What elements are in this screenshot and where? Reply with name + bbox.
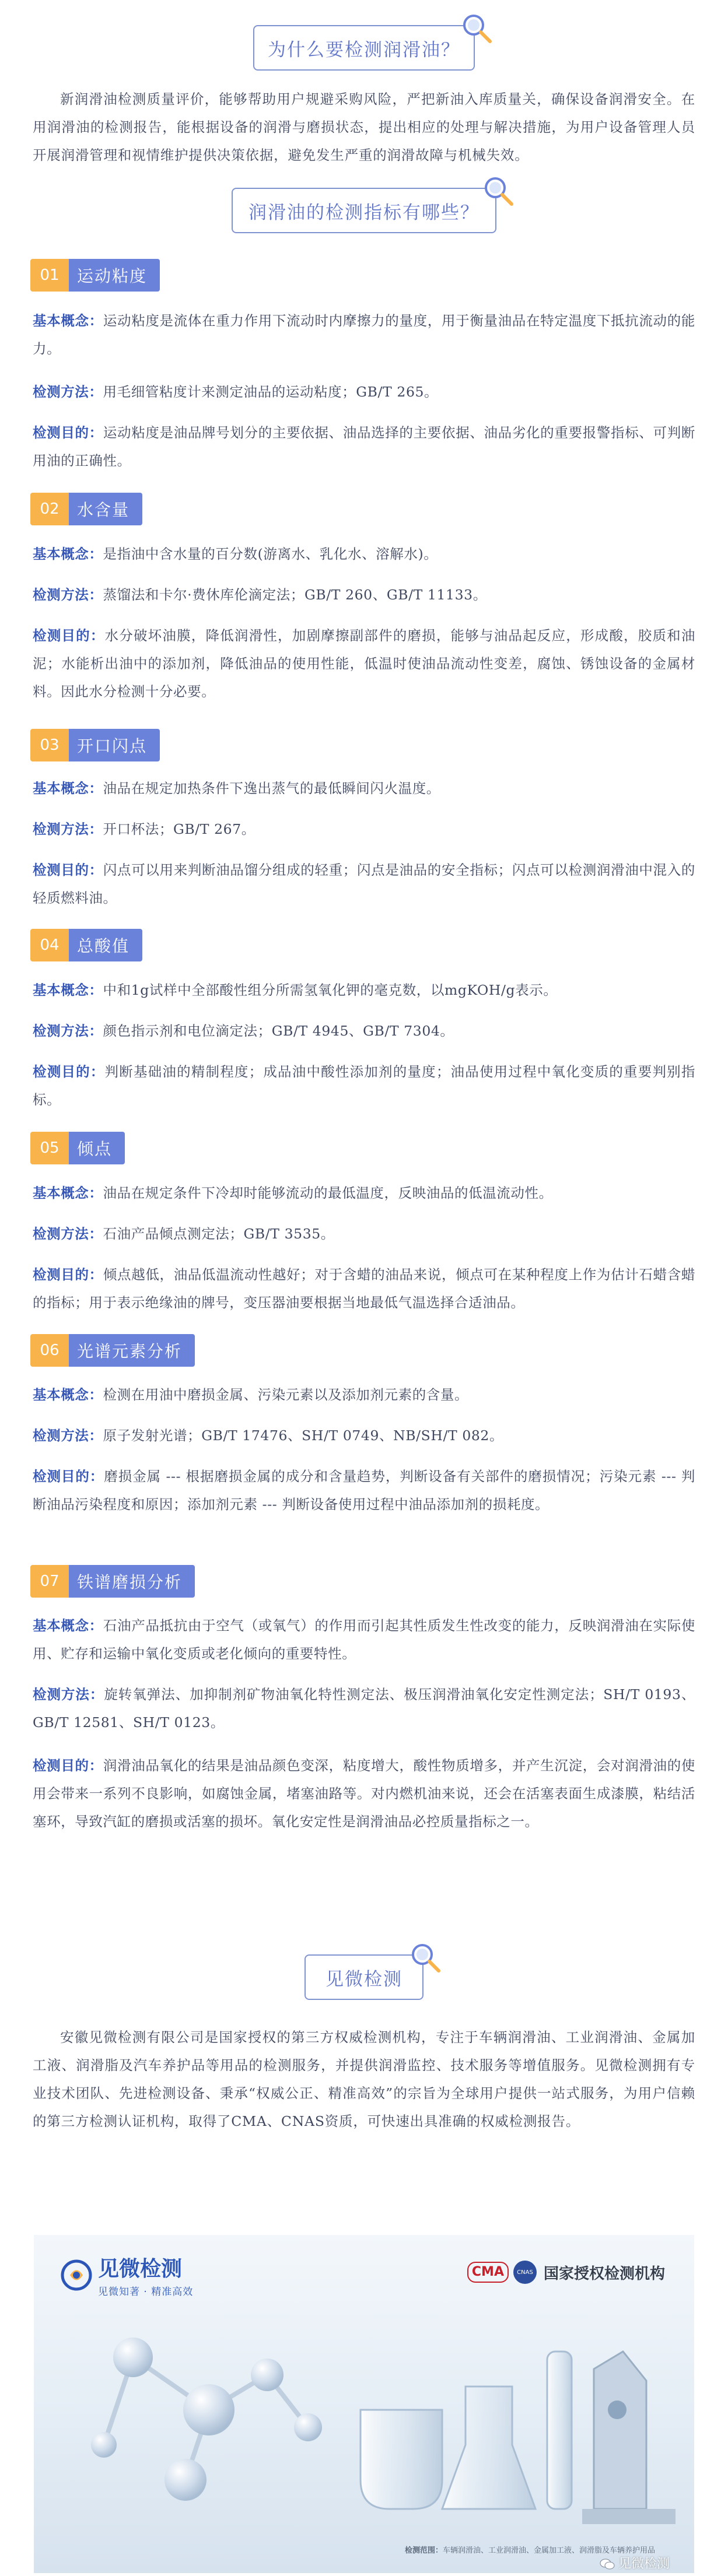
field-label: 基本概念： [33, 546, 103, 562]
section-number: 03 [30, 729, 69, 761]
indicators-title: 润滑油的检测指标有哪些？ [249, 202, 480, 223]
section-number: 04 [30, 929, 69, 961]
field-value: 颜色指示剂和电位滴定法；GB/T 4945、GB/T 7304。 [103, 1023, 454, 1039]
watermark-text: 见微检测 [618, 2557, 670, 2571]
field-value: 蒸馏法和卡尔·费休库伦滴定法；GB/T 260、GB/T 11133。 [103, 587, 487, 603]
field-label: 检测方法： [33, 1023, 103, 1039]
field-label: 检测目的： [33, 862, 103, 878]
field-label: 检测方法： [33, 384, 103, 400]
field-purpose [33, 419, 695, 475]
field-value: 开口杯法；GB/T 267。 [103, 821, 256, 837]
section-number: 06 [30, 1334, 69, 1367]
brand-name: 见微检测 [98, 2257, 183, 2281]
scope-label: 检测范围： [405, 2546, 443, 2555]
section-head-04 [30, 929, 142, 961]
field-label: 基本概念： [33, 313, 103, 329]
field-label: 检测方法： [33, 1427, 103, 1444]
magnifier-icon [408, 1940, 443, 1975]
field-concept [33, 1179, 695, 1207]
field-method [33, 378, 695, 406]
authority-name: 国家授权检测机构 [543, 2265, 665, 2283]
brand-banner [34, 2235, 694, 2573]
field-concept [33, 307, 695, 363]
field-value: 磨损金属 --- 根据磨损金属的成分和含量趋势，判断设备有关部件的磨损情况；污染元素 --- 判断油品污染程度和原因；添加剂元素 --- 判断设备使用过程中油品添加剂的损耗度。 [33, 1468, 696, 1512]
section-number: 02 [30, 493, 69, 525]
field-value: 润滑油品氧化的结果是油品颜色变深，粘度增大，酸性物质增多，并产生沉淀，会对润滑油的使用会带来一系列不良影响，如腐蚀金属，堵塞油路等。对内燃机油来说，还会在活塞表面生成漆膜，粘结活塞环，导致汽缸的磨损或活塞的损坏。氧化安定性是润滑油品必控质量指标之一。 [33, 1757, 695, 1830]
field-purpose [33, 1752, 695, 1836]
section-head-06 [30, 1334, 195, 1367]
section-number: 01 [30, 259, 69, 292]
field-value: 用毛细管粘度计来测定油品的运动粘度；GB/T 265。 [103, 384, 439, 400]
brand-logo-icon [60, 2258, 93, 2292]
magnifier-icon [460, 11, 495, 46]
cnas-mark: CNAS [513, 2261, 537, 2284]
field-label: 基本概念： [33, 1185, 103, 1201]
field-purpose [33, 1058, 695, 1114]
field-value: 运动粘度是流体在重力作用下流动时内摩擦力的量度，用于衡量油品在特定温度下抵抗流动的能力。 [33, 313, 695, 357]
brand-slogan: 见微知著 · 精准高效 [98, 2286, 194, 2298]
brand-logo [60, 2252, 193, 2298]
field-value: 旋转氧弹法、加抑制剂矿物油氧化特性测定法、极压润滑油氧化安定性测定法；SH/T 0193、GB/T 12581、SH/T 0123。 [33, 1686, 696, 1731]
field-label: 检测目的： [33, 1468, 104, 1484]
about-title-badge [304, 1954, 424, 2000]
field-purpose [33, 1261, 695, 1317]
about-title: 见微检测 [326, 1968, 402, 1990]
section-title: 运动粘度 [69, 259, 160, 292]
section-head-02 [30, 493, 142, 525]
section-head-03 [30, 729, 160, 761]
field-value: 水分破坏油膜，降低润滑性，加剧摩擦副部件的磨损，能够与油品起反应，形成酸，胶质和油泥；水能析出油中的添加剂，降低油品的使用性能，低温时使油品流动性变差，腐蚀、锈蚀设备的金属材料。因此水分检测十分必要。 [33, 627, 695, 700]
field-concept [33, 1381, 695, 1409]
field-label: 检测方法： [33, 1226, 103, 1242]
field-concept [33, 774, 695, 802]
cma-mark: CMA [467, 2262, 509, 2283]
field-value: 原子发射光谱；GB/T 17476、SH/T 0749、NB/SH/T 082。 [103, 1427, 504, 1444]
field-value: 石油产品抵抗由于空气（或氧气）的作用而引起其性质发生性改变的能力，反映润滑油在实际使用、贮存和运输中氧化变质或老化倾向的重要特性。 [33, 1617, 695, 1662]
field-value: 油品在规定加热条件下逸出蒸气的最低瞬间闪火温度。 [103, 780, 440, 796]
scope-text: 车辆润滑油、工业润滑油、金属加工液、润滑脂及车辆养护用品 [443, 2546, 656, 2555]
field-label: 检测方法： [33, 821, 103, 837]
watermark [600, 2554, 670, 2572]
field-value: 是指油中含水量的百分数(游离水、乳化水、溶解水)。 [103, 546, 438, 562]
section-title: 开口闪点 [69, 729, 160, 761]
field-method [33, 1680, 695, 1736]
field-label: 检测方法： [33, 587, 103, 603]
field-label: 检测方法： [33, 1686, 104, 1703]
field-value: 倾点越低，油品低温流动性越好；对于含蜡的油品来说，倾点可在某种程度上作为估计石蜡含蜡的指标；用于表示绝缘油的牌号，变压器油要根据当地最低气温选择合适油品。 [33, 1266, 695, 1311]
magnifier-icon [481, 174, 516, 209]
field-value: 闪点可以用来判断油品馏分组成的轻重；闪点是油品的安全指标；闪点可以检测润滑油中混入的轻质燃料油。 [33, 862, 695, 906]
field-value: 运动粘度是油品牌号划分的主要依据、油品选择的主要依据、油品劣化的重要报警指标、可判断用油的正确性。 [33, 424, 695, 469]
section-number: 05 [30, 1132, 69, 1164]
field-label: 检测目的： [33, 627, 105, 644]
field-method [33, 1017, 695, 1045]
section-title: 水含量 [69, 493, 142, 525]
field-label: 检测目的： [33, 424, 103, 441]
field-concept [33, 1612, 695, 1668]
certification-marks [467, 2261, 665, 2284]
indicators-title-badge [232, 188, 496, 233]
field-label: 检测目的： [33, 1064, 105, 1080]
field-method [33, 581, 695, 609]
field-method [33, 1220, 695, 1248]
section-title: 铁谱磨损分析 [69, 1565, 195, 1598]
section-title: 倾点 [69, 1132, 125, 1164]
section-head-07 [30, 1565, 195, 1598]
field-label: 检测目的： [33, 1266, 103, 1283]
section-number: 07 [30, 1565, 69, 1598]
intro-title-badge [253, 25, 475, 71]
field-value: 石油产品倾点测定法；GB/T 3535。 [103, 1226, 335, 1242]
field-purpose [33, 622, 695, 706]
field-concept [33, 976, 695, 1004]
field-label: 基本概念： [33, 780, 103, 796]
field-value: 判断基础油的精制程度；成品油中酸性添加剂的量度；油品使用过程中氧化变质的重要判别指标。 [33, 1064, 695, 1108]
field-label: 基本概念： [33, 982, 103, 998]
section-head-01 [30, 259, 160, 292]
intro-paragraph: 新润滑油检测质量评价，能够帮助用户规避采购风险，严把新油入库质量关，确保设备润滑安全。在用润滑油的检测报告，能根据设备的润滑与磨损状态，提出相应的处理与解决措施，为用户设备管理人员开展润滑管理和视情维护提供决策依据，避免发生严重的润滑故障与机械失效。 [33, 91, 695, 163]
field-method [33, 815, 695, 843]
intro-title: 为什么要检测润滑油？ [268, 39, 460, 61]
section-title: 光谱元素分析 [69, 1334, 195, 1367]
field-value: 油品在规定条件下冷却时能够流动的最低温度，反映油品的低温流动性。 [103, 1185, 553, 1201]
field-label: 基本概念： [33, 1617, 103, 1634]
field-method [33, 1422, 695, 1450]
section-title: 总酸值 [69, 929, 142, 961]
about-paragraph: 安徽见微检测有限公司是国家授权的第三方权威检测机构，专注于车辆润滑油、工业润滑油、金属加工液、润滑脂及汽车养护品等用品的检测服务，并提供润滑监控、技术服务等增值服务。见微检测拥有专业技术团队、先进检测设备、秉承“权威公正、精准高效”的宗旨为全球用户提供一站式服务，为用户信赖的第三方检测认证机构，取得了CMA、CNAS资质，可快速出具准确的权威检测报告。 [33, 2029, 695, 2129]
wechat-icon [600, 2558, 615, 2571]
field-value: 检测在用油中磨损金属、污染元素以及添加剂元素的含量。 [103, 1387, 469, 1403]
field-label: 基本概念： [33, 1387, 103, 1403]
field-value: 中和1g试样中全部酸性组分所需氢氧化钾的毫克数，以mgKOH/g表示。 [103, 982, 558, 998]
field-purpose [33, 856, 695, 912]
section-head-05 [30, 1132, 125, 1164]
field-label: 检测目的： [33, 1757, 103, 1774]
field-purpose [33, 1462, 695, 1518]
field-concept [33, 540, 695, 568]
